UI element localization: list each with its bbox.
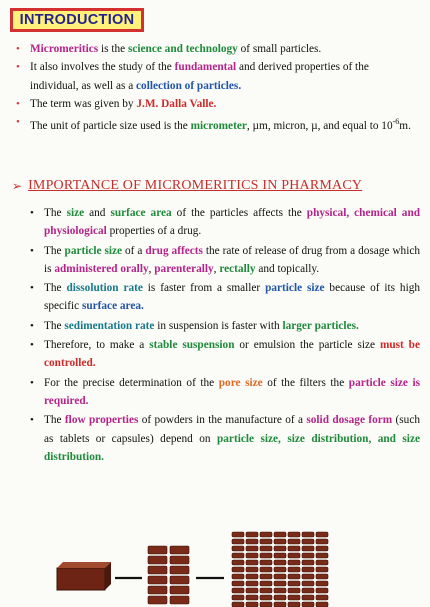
block-piece	[260, 588, 272, 593]
text: The term was given by	[30, 97, 137, 110]
block-piece	[246, 539, 258, 544]
block-piece	[246, 546, 258, 551]
block-piece	[316, 539, 328, 544]
block-piece	[274, 567, 286, 572]
block-piece	[316, 546, 328, 551]
block-piece	[302, 553, 314, 558]
block-piece	[302, 574, 314, 579]
text: of small particles.	[237, 43, 322, 55]
block-piece	[316, 567, 328, 572]
section-heading	[12, 178, 362, 194]
arrow-right-icon: ➢	[12, 178, 23, 193]
block-piece	[288, 574, 300, 579]
list-item	[28, 411, 420, 466]
highlight-text: must be controlled.	[44, 339, 420, 370]
block-piece	[246, 560, 258, 565]
block-piece	[274, 574, 286, 579]
block-piece	[232, 574, 244, 579]
block-piece	[288, 602, 300, 607]
text: and topically.	[255, 262, 320, 275]
text: For the precise determination of the	[44, 376, 219, 389]
block-piece	[274, 581, 286, 586]
highlight-text: flow properties	[64, 414, 139, 427]
highlight-text: pore size	[218, 376, 263, 389]
text: in suspension is faster with	[154, 319, 283, 332]
block-piece	[274, 532, 286, 537]
text: ,	[213, 262, 220, 275]
block-piece	[302, 567, 314, 572]
exponent: -6	[392, 117, 400, 127]
block-piece	[316, 560, 328, 565]
text: of a	[122, 244, 146, 257]
block-piece	[302, 560, 314, 565]
highlight-text: particle size	[64, 244, 123, 257]
block-piece	[246, 574, 258, 579]
highlight-text: particle size is required.	[44, 376, 420, 407]
highlight-text: particle size, size distribution, and size distribution.	[44, 432, 420, 463]
block-piece	[232, 588, 244, 593]
block-piece	[170, 566, 189, 574]
text: m.	[399, 119, 411, 132]
block-piece	[316, 581, 328, 586]
highlight-text: science and technology	[127, 43, 238, 55]
text: the rate of release of drug from a dosage which is	[44, 244, 420, 275]
highlight-text: larger particles.	[282, 319, 359, 332]
block-piece	[260, 546, 272, 551]
term-micromeritics: Micromeritics	[30, 43, 99, 55]
highlight-text: physical, chemical and physiological	[44, 207, 421, 238]
text: Therefore, to make a	[44, 339, 150, 352]
block-piece	[288, 539, 300, 544]
block-piece	[232, 553, 244, 558]
block-piece	[302, 539, 314, 544]
list-item	[14, 113, 418, 135]
section-title-box	[10, 8, 144, 32]
block-piece	[232, 602, 244, 607]
block-piece	[288, 595, 300, 600]
introduction-list	[14, 40, 418, 135]
block-piece	[288, 588, 300, 593]
block-piece	[148, 566, 167, 574]
block-piece	[302, 581, 314, 586]
block-piece	[148, 596, 167, 604]
block-piece	[246, 532, 258, 537]
block-piece	[316, 532, 328, 537]
block-piece	[274, 595, 286, 600]
block-piece	[302, 588, 314, 593]
text: The	[44, 414, 65, 427]
text: The	[44, 244, 65, 257]
text: of the filters the	[262, 376, 349, 389]
text: , µm, micron, µ, and equal to 10	[246, 119, 393, 132]
text: The	[44, 207, 67, 219]
block-piece	[260, 560, 272, 565]
block-piece	[316, 595, 328, 600]
block-piece	[316, 588, 328, 593]
block-piece	[246, 588, 258, 593]
list-item	[14, 58, 418, 95]
page-title: INTRODUCTION	[19, 12, 135, 28]
list-item	[28, 279, 420, 316]
text: properties of a drug.	[106, 225, 202, 238]
block-piece	[232, 560, 244, 565]
block-piece	[260, 595, 272, 600]
list-item	[28, 204, 420, 241]
block-piece	[316, 574, 328, 579]
highlight-text: surface area.	[81, 300, 144, 313]
text: and	[84, 207, 111, 219]
list-item	[28, 336, 420, 373]
text: of the particles affects the	[171, 207, 307, 219]
block-piece	[148, 556, 167, 564]
text: and derived properties of the individual, as well as a	[30, 61, 369, 92]
block-piece	[288, 553, 300, 558]
block-piece	[148, 546, 167, 554]
highlight-text: administered orally	[54, 262, 149, 275]
text: is the	[98, 43, 128, 55]
list-item	[14, 95, 418, 113]
importance-list	[28, 204, 420, 467]
block-piece	[260, 574, 272, 579]
block-piece	[170, 586, 189, 594]
block-piece	[274, 588, 286, 593]
highlight-text: parenterally	[154, 262, 214, 275]
block-piece	[246, 602, 258, 607]
block-piece	[232, 539, 244, 544]
single-block-icon	[57, 562, 111, 590]
block-piece	[288, 532, 300, 537]
block-piece	[260, 532, 272, 537]
block-piece	[288, 560, 300, 565]
block-piece	[274, 539, 286, 544]
text: The unit of particle size used is the	[30, 119, 191, 132]
highlight-text: sedimentation rate	[64, 319, 155, 332]
highlight-text: rectally	[219, 262, 256, 275]
small-blocks-icon	[232, 532, 328, 607]
highlight-text: J.M. Dalla Valle.	[136, 97, 217, 110]
text: (such as tablets or capsules) depend on	[44, 414, 420, 445]
block-piece	[170, 576, 189, 584]
block-piece	[260, 553, 272, 558]
highlight-text: collection of particles.	[136, 79, 242, 92]
text: The	[44, 319, 65, 332]
list-item	[14, 40, 418, 58]
highlight-text: drug affects	[145, 244, 203, 257]
block-piece	[274, 602, 286, 607]
list-item	[28, 317, 420, 335]
text: or emulsion the particle size	[234, 339, 380, 352]
block-piece	[288, 546, 300, 551]
text: ,	[148, 262, 155, 275]
block-piece	[274, 546, 286, 551]
block-piece	[302, 546, 314, 551]
highlight-text: micrometer	[190, 119, 247, 132]
block-piece	[246, 567, 258, 572]
highlight-text: surface area	[110, 207, 172, 219]
heading-text: IMPORTANCE OF MICROMERITICS IN PHARMACY	[28, 178, 363, 193]
block-piece	[232, 546, 244, 551]
block-piece	[246, 595, 258, 600]
block-piece	[302, 602, 314, 607]
block-piece	[288, 581, 300, 586]
medium-blocks-icon	[148, 546, 189, 604]
block-piece	[232, 595, 244, 600]
block-piece	[288, 567, 300, 572]
text: of powders in the manufacture of a	[138, 414, 307, 427]
highlight-text: size	[66, 207, 85, 219]
particle-size-diagram	[0, 520, 430, 607]
block-piece	[274, 560, 286, 565]
text: is faster from a smaller	[142, 282, 266, 295]
block-piece	[148, 576, 167, 584]
highlight-text: fundamental	[174, 61, 237, 74]
block-piece	[260, 581, 272, 586]
text: The	[44, 282, 67, 295]
list-item	[28, 374, 420, 411]
highlight-text: particle size	[265, 282, 325, 295]
block-piece	[246, 553, 258, 558]
block-piece	[302, 532, 314, 537]
highlight-text: solid dosage form	[306, 414, 393, 427]
block-piece	[260, 539, 272, 544]
block-piece	[148, 586, 167, 594]
block-piece	[274, 553, 286, 558]
block-piece	[260, 602, 272, 607]
block-piece	[170, 556, 189, 564]
block-piece	[246, 581, 258, 586]
text: It also involves the study of the	[30, 61, 175, 74]
block-piece	[232, 532, 244, 537]
block-piece	[260, 567, 272, 572]
block-piece	[316, 553, 328, 558]
list-item	[28, 242, 420, 279]
text: because of its high specific	[44, 282, 421, 313]
block-piece	[302, 595, 314, 600]
block-piece	[170, 546, 189, 554]
block-piece	[232, 581, 244, 586]
block-piece	[232, 567, 244, 572]
highlight-text: stable suspension	[149, 339, 235, 352]
highlight-text: dissolution rate	[66, 282, 143, 295]
block-piece	[170, 596, 189, 604]
block-piece	[316, 602, 328, 607]
